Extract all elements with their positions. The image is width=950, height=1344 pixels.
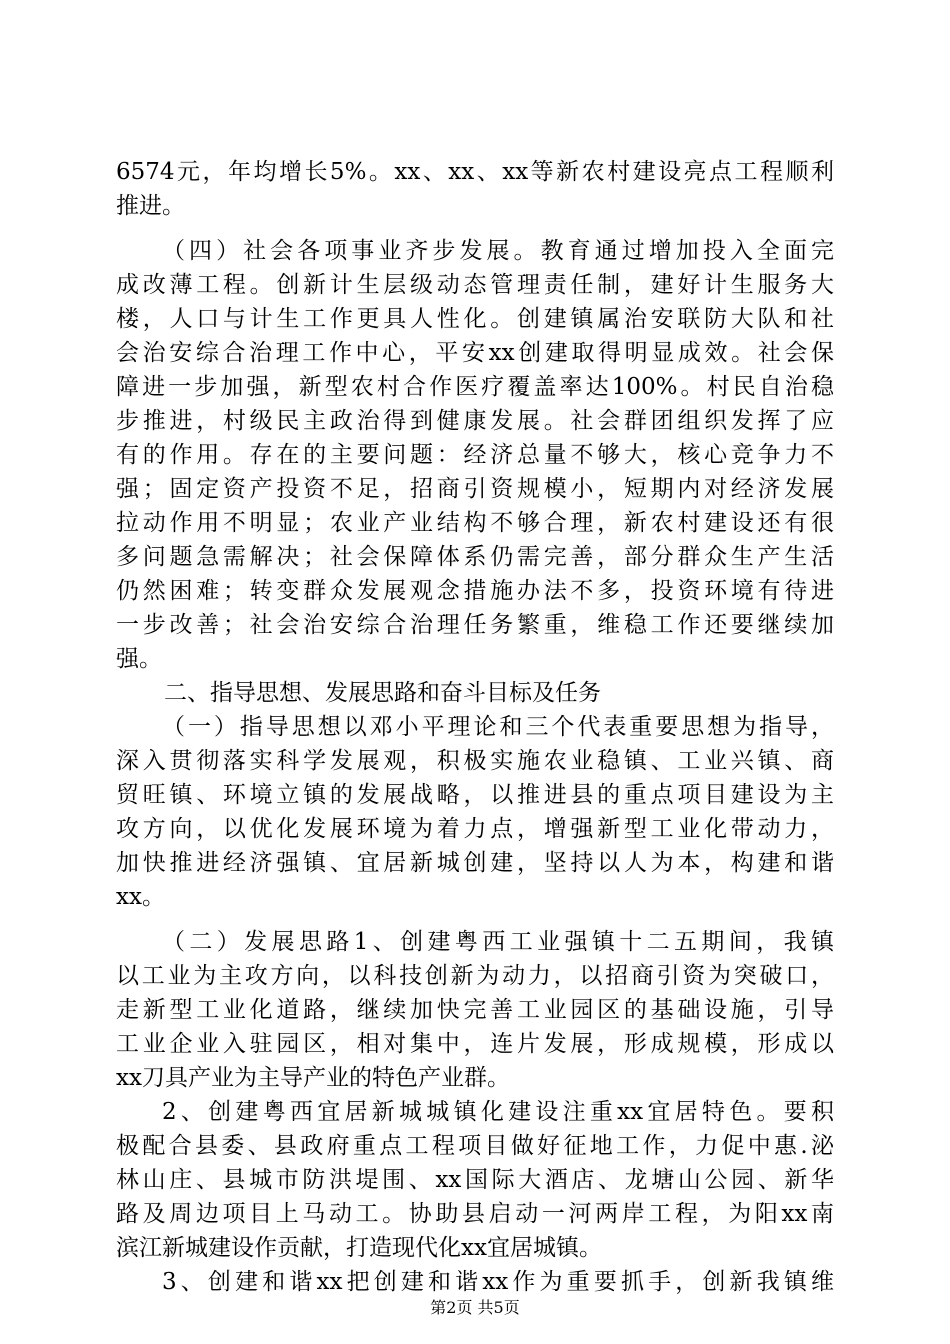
text-line: 有的作用。存在的主要问题：经济总量不够大，核心竞争力不 — [116, 442, 834, 468]
text-line: 以工业为主攻方向，以科技创新为动力，以招商引资为突破口， — [116, 963, 834, 989]
text-line: 强；固定资产投资不足，招商引资规模小，短期内对经济发展 — [116, 476, 834, 502]
text-line: 障进一步加强，新型农村合作医疗覆盖率达100%。村民自治稳 — [116, 374, 834, 400]
text-line: 林山庄、县城市防洪堤围、xx国际大酒店、龙塘山公园、新华 — [116, 1167, 834, 1193]
text-line: 路及周边项目上马动工。协助县启动一河两岸工程，为阳xx南 — [116, 1201, 834, 1227]
text-line: 6574元，年均增长5%。xx、xx、xx等新农村建设亮点工程顺利 — [116, 159, 834, 185]
paragraph-heading-line: （一）指导思想以邓小平理论和三个代表重要思想为指导， — [162, 714, 834, 740]
text-line: 强。 — [116, 646, 162, 672]
text-line: 攻方向，以优化发展环境为着力点，增强新型工业化带动力， — [116, 816, 834, 842]
text-line: 推进。 — [116, 193, 185, 219]
paragraph-heading-line: 3、创建和谐xx把创建和谐xx作为重要抓手，创新我镇维 — [162, 1269, 834, 1295]
paragraph-heading-line: （四）社会各项事业齐步发展。教育通过增加投入全面完 — [162, 238, 834, 264]
text-line: 深入贯彻落实科学发展观，积极实施农业稳镇、工业兴镇、商 — [116, 748, 834, 774]
text-line: 楼，人口与计生工作更具人性化。创建镇属治安联防大队和社 — [116, 306, 834, 332]
section-heading: 二、指导思想、发展思路和奋斗目标及任务 — [164, 680, 601, 706]
text-line: 一步改善；社会治安综合治理任务繁重，维稳工作还要继续加 — [116, 612, 834, 638]
text-line: 多问题急需解决；社会保障体系仍需完善，部分群众生产生活 — [116, 544, 834, 570]
text-line: xx。 — [116, 884, 165, 910]
text-line: 贸旺镇、环境立镇的发展战略，以推进县的重点项目建设为主 — [116, 782, 834, 808]
text-line: 工业企业入驻园区，相对集中，连片发展，形成规模，形成以 — [116, 1031, 834, 1057]
paragraph-heading-line: （二）发展思路1、创建粤西工业强镇十二五期间，我镇 — [162, 929, 834, 955]
text-line: 拉动作用不明显；农业产业结构不够合理，新农村建设还有很 — [116, 510, 834, 536]
text-line: 仍然困难；转变群众发展观念措施办法不多，投资环境有待进 — [116, 578, 834, 604]
paragraph-heading-line: 2、创建粤西宜居新城城镇化建设注重xx宜居特色。要积 — [162, 1099, 834, 1125]
text-line: 会治安综合治理工作中心，平安xx创建取得明显成效。社会保 — [116, 340, 834, 366]
text-line: 极配合县委、县政府重点工程项目做好征地工作，力促中惠.泌 — [116, 1133, 834, 1159]
text-line: 滨江新城建设作贡献，打造现代化xx宜居城镇。 — [116, 1235, 602, 1261]
text-line: 加快推进经济强镇、宜居新城创建，坚持以人为本，构建和谐 — [116, 850, 834, 876]
page-number-footer: 第2页 共5页 — [430, 1298, 520, 1317]
text-line: xx刀具产业为主导产业的特色产业群。 — [116, 1065, 510, 1091]
text-line: 成改薄工程。创新计生层级动态管理责任制，建好计生服务大 — [116, 272, 834, 298]
text-line: 步推进，村级民主政治得到健康发展。社会群团组织发挥了应 — [116, 408, 834, 434]
text-line: 走新型工业化道路，继续加快完善工业园区的基础设施，引导 — [116, 997, 834, 1023]
